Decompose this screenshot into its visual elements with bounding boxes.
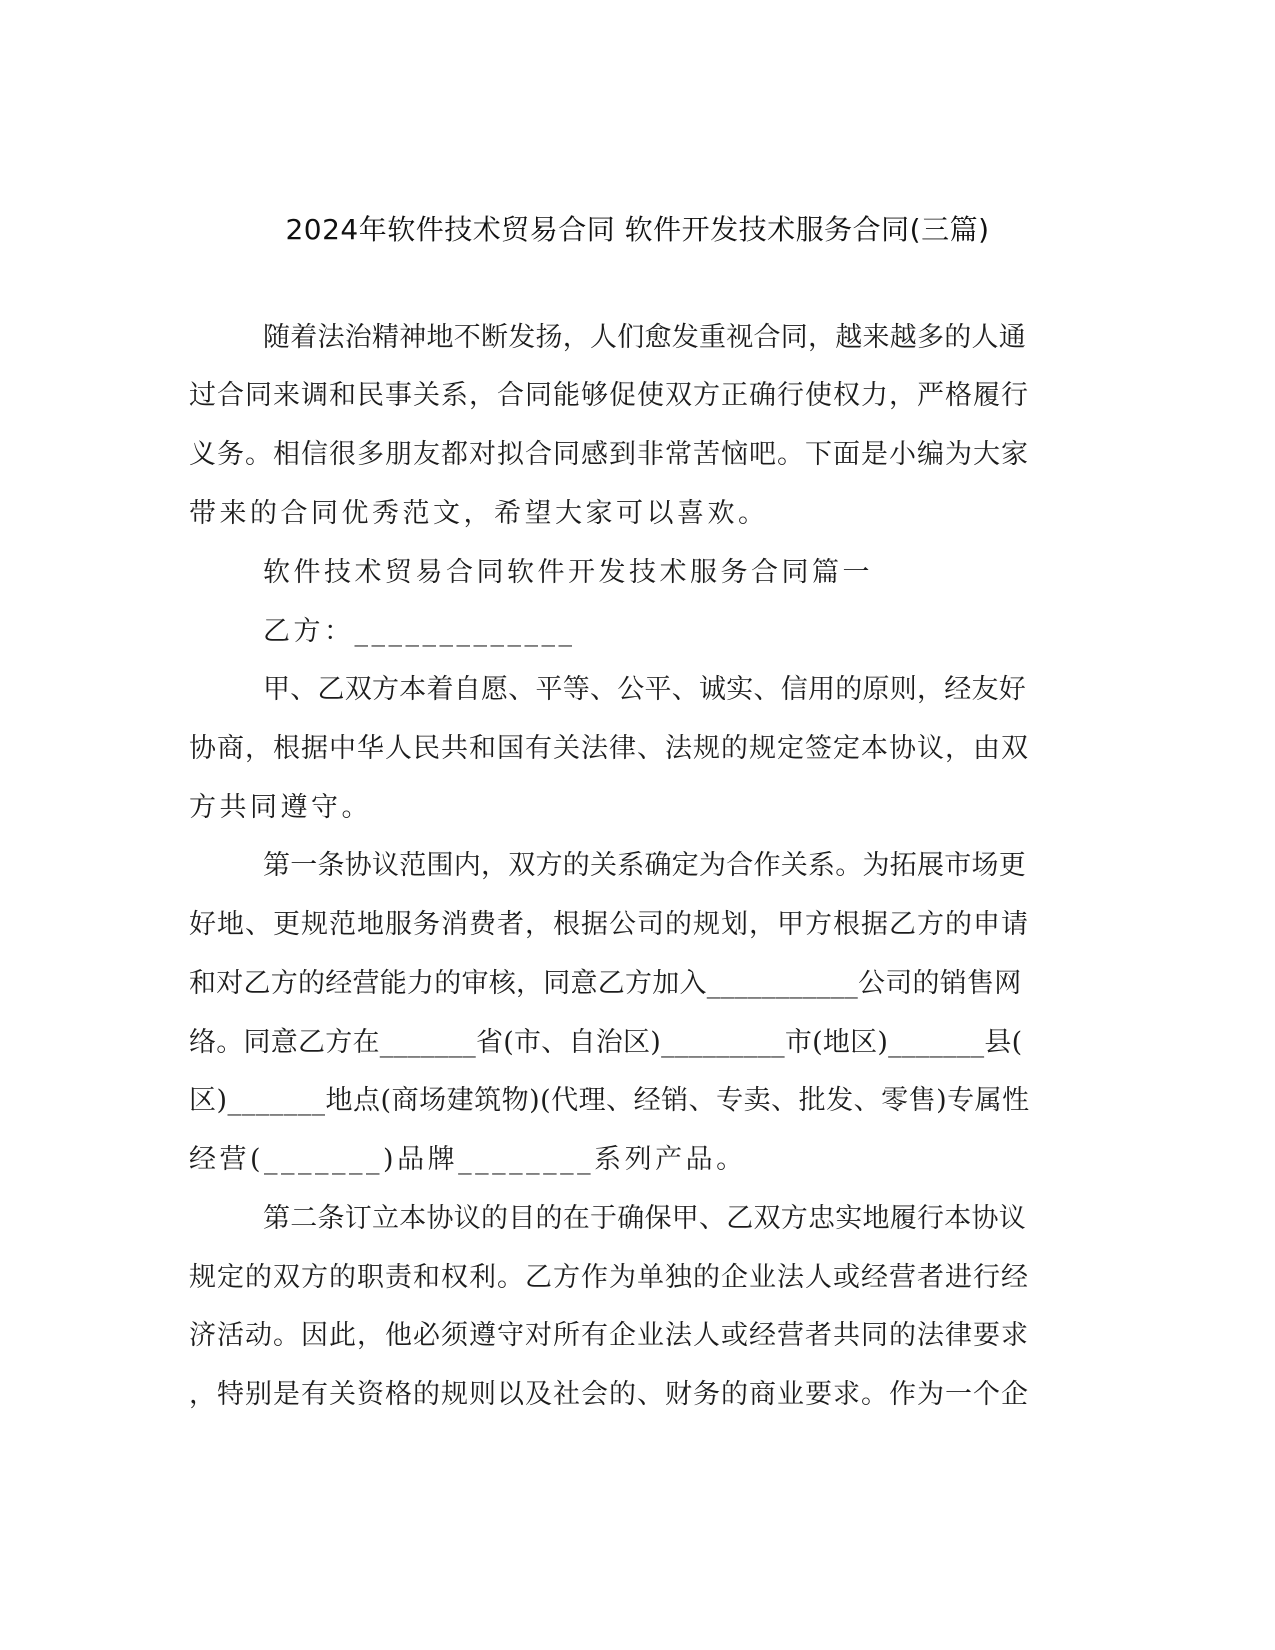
paragraph-line: 甲、乙双方本着自愿、平等、公平、诚实、信用的原则，经友好 (263, 674, 1026, 705)
paragraph-line: 经营(_______)品牌________系列产品。 (189, 1144, 747, 1175)
paragraph-line: 义务。相信很多朋友都对拟合同感到非常苦恼吧。下面是小编为大家 (189, 439, 1029, 470)
paragraph-line: 规定的双方的职责和权利。乙方作为单独的企业法人或经营者进行经 (189, 1262, 1029, 1293)
section-heading: 软件技术贸易合同软件开发技术服务合同篇一 (263, 557, 873, 588)
paragraph-line: 方共同遵守。 (189, 792, 372, 823)
paragraph-line: 过合同来调和民事关系，合同能够促使双方正确行使权力，严格履行 (189, 380, 1029, 411)
paragraph-line: 随着法治精神地不断发扬，人们愈发重视合同，越来越多的人通 (263, 322, 1026, 353)
paragraph-line: 络。同意乙方在_______省(市、自治区)_________市(地区)_______县( (189, 1027, 1023, 1058)
paragraph-line: 和对乙方的经营能力的审核，同意乙方加入___________公司的销售网 (189, 968, 1022, 999)
paragraph-line: ，特别是有关资格的规则以及社会的、财务的商业要求。作为一个企 (189, 1379, 1029, 1410)
paragraph-line: 协商，根据中华人民共和国有关法律、法规的规定签定本协议，由双 (189, 733, 1029, 764)
paragraph-line: 第一条协议范围内，双方的关系确定为合作关系。为拓展市场更 (263, 850, 1026, 881)
paragraph-line: 好地、更规范地服务消费者，根据公司的规划，甲方根据乙方的申请 (189, 909, 1029, 940)
paragraph-line: 区)_______地点(商场建筑物)(代理、经销、专卖、批发、零售)专属性 (189, 1085, 1030, 1116)
paragraph-line: 济活动。因此，他必须遵守对所有企业法人或经营者共同的法律要求 (189, 1320, 1029, 1351)
paragraph-line: 带来的合同优秀范文，希望大家可以喜欢。 (189, 498, 769, 529)
paragraph-line: 第二条订立本协议的目的在于确保甲、乙双方忠实地履行本协议 (263, 1203, 1026, 1234)
party-b-line: 乙方：_____________ (263, 616, 576, 647)
document-title: 2024年软件技术贸易合同 软件开发技术服务合同(三篇) (285, 213, 990, 246)
